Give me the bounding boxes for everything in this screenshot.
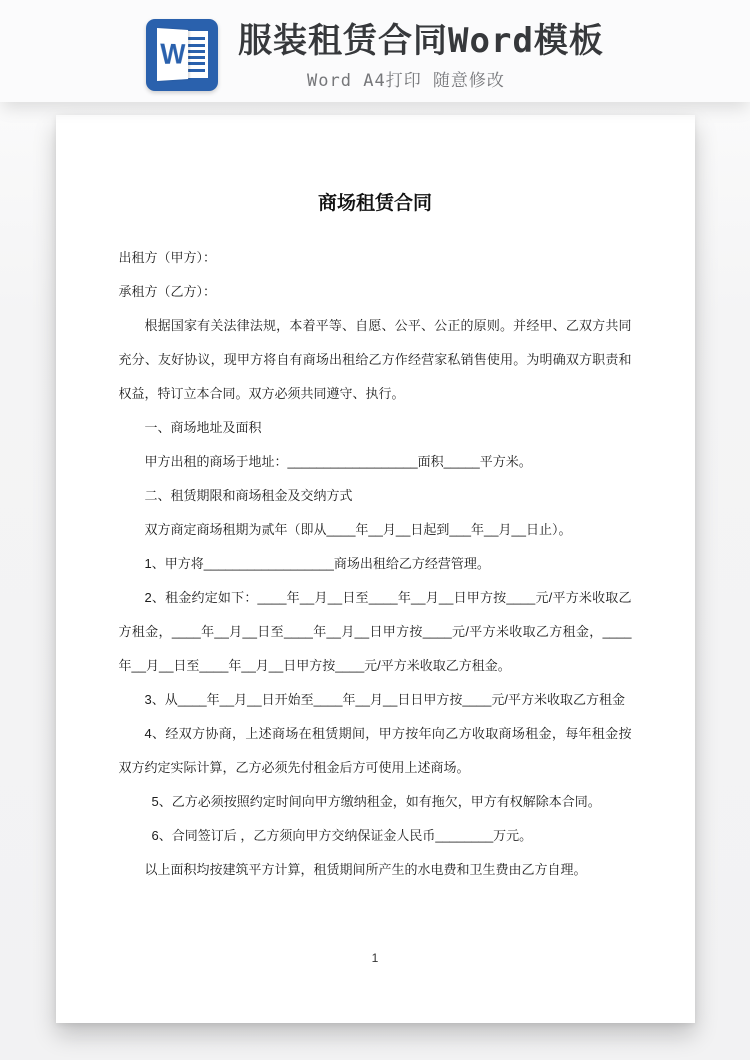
template-site-header bbox=[0, 0, 750, 102]
address-area-line: 甲方出租的商场于地址：__________________面积_____平方米。 bbox=[144, 454, 532, 469]
word-logo-letter: W bbox=[160, 37, 186, 71]
header-content bbox=[146, 19, 604, 91]
lessor-party-line: 出租方（甲方）： bbox=[118, 250, 217, 265]
word-logo-icon bbox=[146, 19, 218, 91]
document-page bbox=[56, 115, 695, 1023]
clause-4: 4、经双方协商，上述商场在租赁期间，甲方按年向乙方收取商场租金，每年租金按双方约定实际计算，乙方必须先付租金后方可使用上述商场。 bbox=[118, 726, 632, 775]
contract-body bbox=[119, 241, 632, 887]
clause-1: 1、甲方将__________________商场出租给乙方经营管理。 bbox=[144, 556, 490, 571]
area-note-line: 以上面积均按建筑平方计算，租赁期间所产生的水电费和卫生费由乙方自理。 bbox=[144, 862, 587, 877]
template-title: 服装租赁合同Word模板 bbox=[238, 21, 604, 61]
preamble-paragraph: 根据国家有关法律法规，本着平等、自愿、公平、公正的原则。并经甲、乙双方共同充分、友好协议，现甲方将自有商场出租给乙方作经营家私销售使用。为明确双方职责和权益，特订立本合同。双方必须共同遵守、执行。 bbox=[118, 318, 632, 401]
clause-6: 6、合同签订后 ，乙方须向甲方交纳保证金人民币________万元。 bbox=[151, 828, 533, 843]
lease-term-line: 双方商定商场租期为贰年（即从____年__月__日起到___年__月__日止）。 bbox=[144, 522, 572, 537]
page-number: 1 bbox=[371, 951, 379, 965]
section-2-heading: 二、租赁期限和商场租金及交纳方式 bbox=[144, 488, 353, 503]
header-text-block bbox=[238, 19, 604, 91]
template-subtitle: Word A4打印 随意修改 bbox=[307, 71, 505, 91]
lessee-party-line: 承租方（乙方）： bbox=[118, 284, 217, 299]
clause-5: 5、乙方必须按照约定时间向甲方缴纳租金，如有拖欠，甲方有权解除本合同。 bbox=[151, 794, 601, 809]
word-logo-w-panel bbox=[157, 28, 188, 81]
contract-title: 商场租赁合同 bbox=[317, 193, 432, 214]
clause-3: 3、从____年__月__日开始至____年__月__日日甲方按____元/平方米收取乙方租金 bbox=[144, 692, 625, 707]
clause-2: 2、租金约定如下：____年__月__日至____年__月__日甲方按____元/平方米收取乙方租金，____年__月__日至____年__月__日甲方按____元/平方米收取乙方租金，____年__月__日至____年__月__日甲方按____元/平方米收取乙方租金。 bbox=[118, 590, 632, 673]
section-1-heading: 一、商场地址及面积 bbox=[144, 420, 262, 435]
